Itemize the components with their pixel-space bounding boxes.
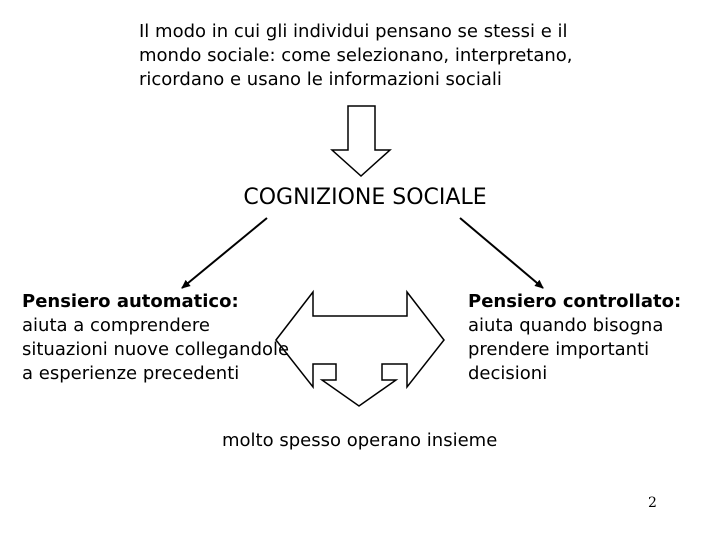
- automatic-line: situazioni nuove collegandole: [22, 339, 290, 360]
- together-caption: molto spesso operano insieme: [222, 430, 498, 451]
- automatic-heading: Pensiero automatico:: [22, 291, 239, 312]
- down-block-arrow: [332, 106, 390, 176]
- intro-line: mondo sociale: come selezionano, interpretano,: [139, 45, 573, 66]
- automatic-thinking-block: [22, 290, 312, 386]
- arrow-to-automatic: [182, 218, 267, 288]
- controlled-line: decisioni: [468, 363, 548, 384]
- controlled-heading: Pensiero controllato:: [468, 291, 682, 312]
- arrow-to-controlled: [460, 218, 543, 288]
- intro-line: Il modo in cui gli individui pensano se stessi e il: [139, 21, 568, 42]
- controlled-line: aiuta quando bisogna: [468, 315, 664, 336]
- diagram-title: COGNIZIONE SOCIALE: [243, 185, 487, 210]
- intro-text: [139, 20, 599, 92]
- intro-line: ricordano e usano le informazioni sociali: [139, 69, 502, 90]
- controlled-line: prendere importanti: [468, 339, 650, 360]
- automatic-line: a esperienze precedenti: [22, 363, 240, 384]
- controlled-thinking-block: [468, 290, 708, 386]
- page-number: 2: [648, 495, 657, 511]
- automatic-line: aiuta a comprendere: [22, 315, 210, 336]
